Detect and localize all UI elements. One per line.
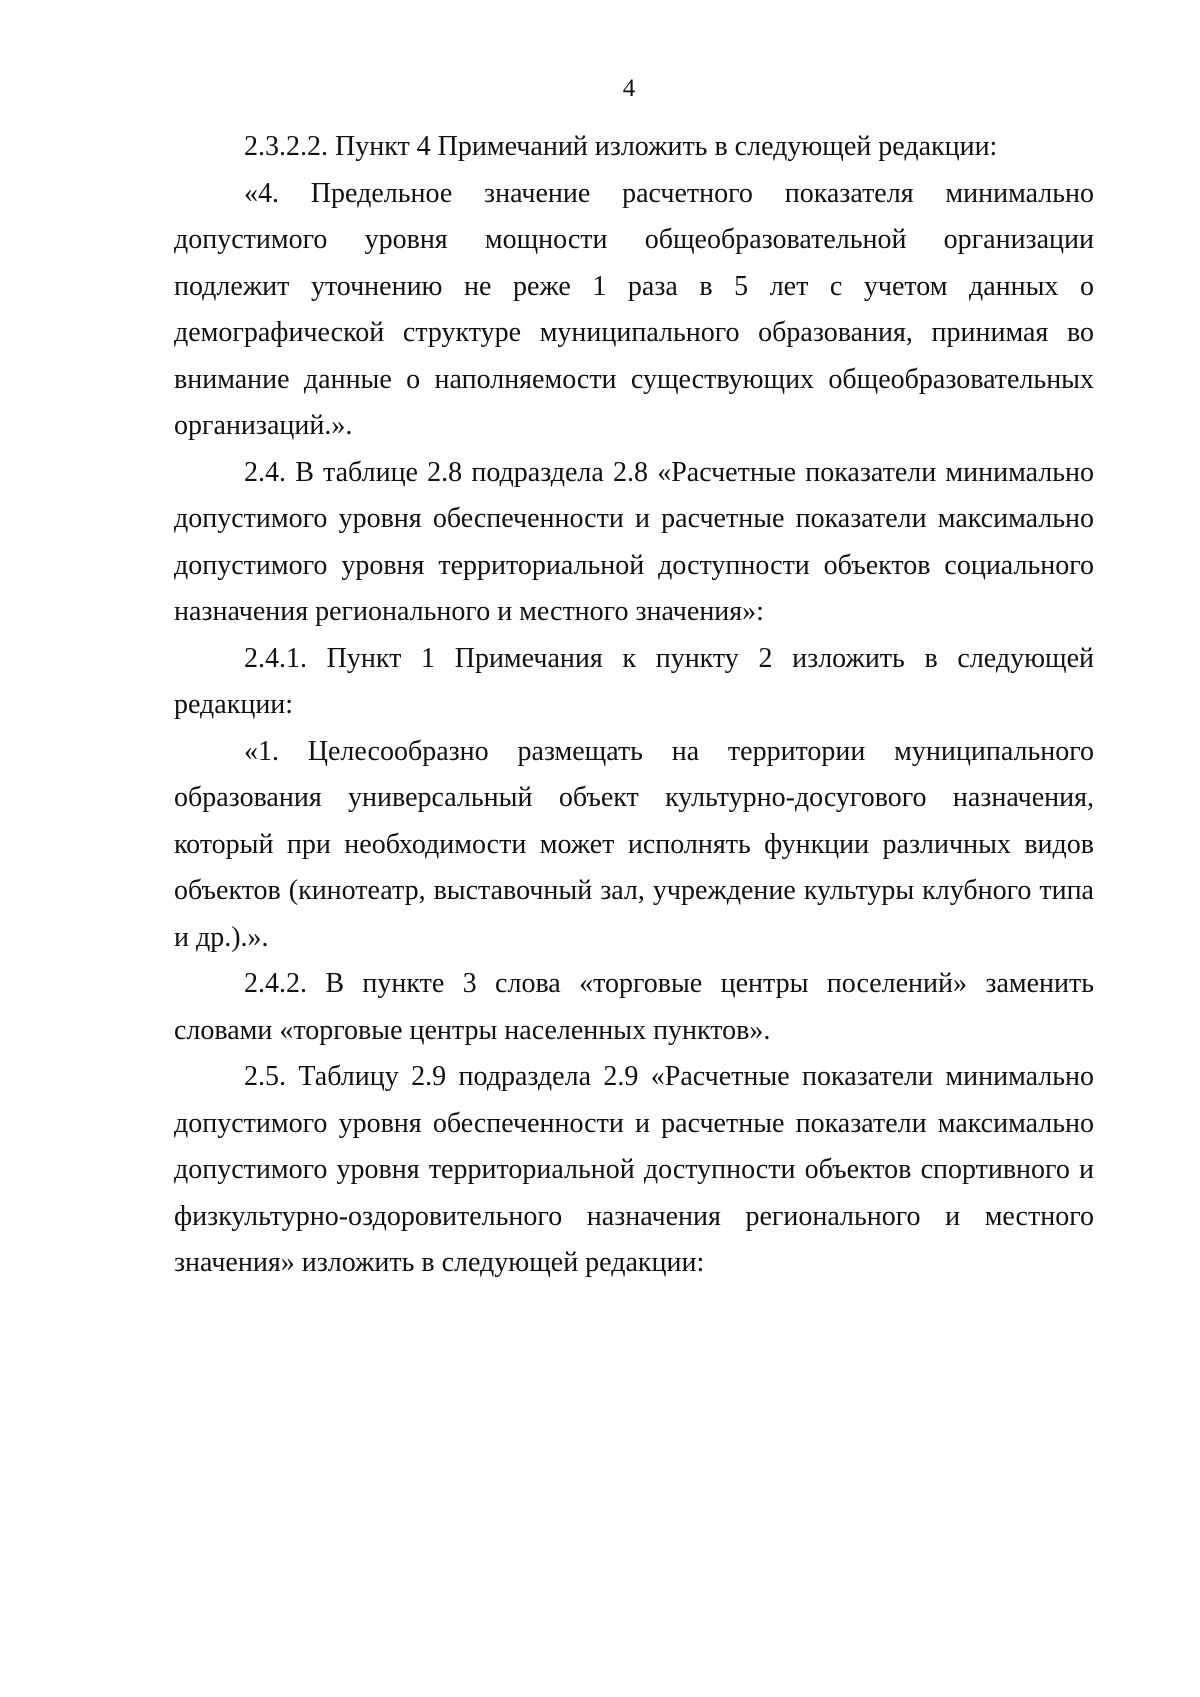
paragraph-note-1: «1. Целесообразно размещать на территории муниципального образования универсальный объект культурно-досугового назначения, который при необходимости может исполнять функции различных видов объектов (кинотеатр, выставочный зал, учреждение культуры клубного типа и др.).». — [174, 735, 1094, 953]
paragraph-note-4: «4. Предельное значение расчетного показателя минимально допустимого уровня мощности общеобразовательной организации подлежит уточнению не реже 1 раза в 5 лет с учетом данных о демографической структуре муниципального образования, принимая во внимание данные о наполняемости существующих общеобразовательных организаций.». — [174, 177, 1094, 441]
page-number: 4 — [622, 75, 636, 102]
paragraph-2-3-2-2: 2.3.2.2. Пункт 4 Примечаний изложить в следующей редакции: — [244, 131, 998, 162]
paragraph-2-5: 2.5. Таблицу 2.9 подраздела 2.9 «Расчетные показатели минимально допустимого уровня обеспеченности и расчетные показатели максимально допустимого уровня территориальной доступности объектов спортивного и физкультурно-оздоровительного назначения регионального и местного значения» изложить в следующей редакции: — [174, 1061, 1094, 1278]
paragraph-2-4-1: 2.4.1. Пункт 1 Примечания к пункту 2 изложить в следующей редакции: — [174, 642, 1094, 720]
paragraph-2-4-2: 2.4.2. В пункте 3 слова «торговые центры поселений» заменить словами «торговые центры населенных пунктов». — [174, 968, 1094, 1046]
document-body — [174, 124, 1094, 1287]
paragraph-2-4: 2.4. В таблице 2.8 подраздела 2.8 «Расчетные показатели минимально допустимого уровня обеспеченности и расчетные показатели максимально допустимого уровня территориальной доступности объектов социального назначения регионального и местного значения»: — [174, 456, 1094, 627]
